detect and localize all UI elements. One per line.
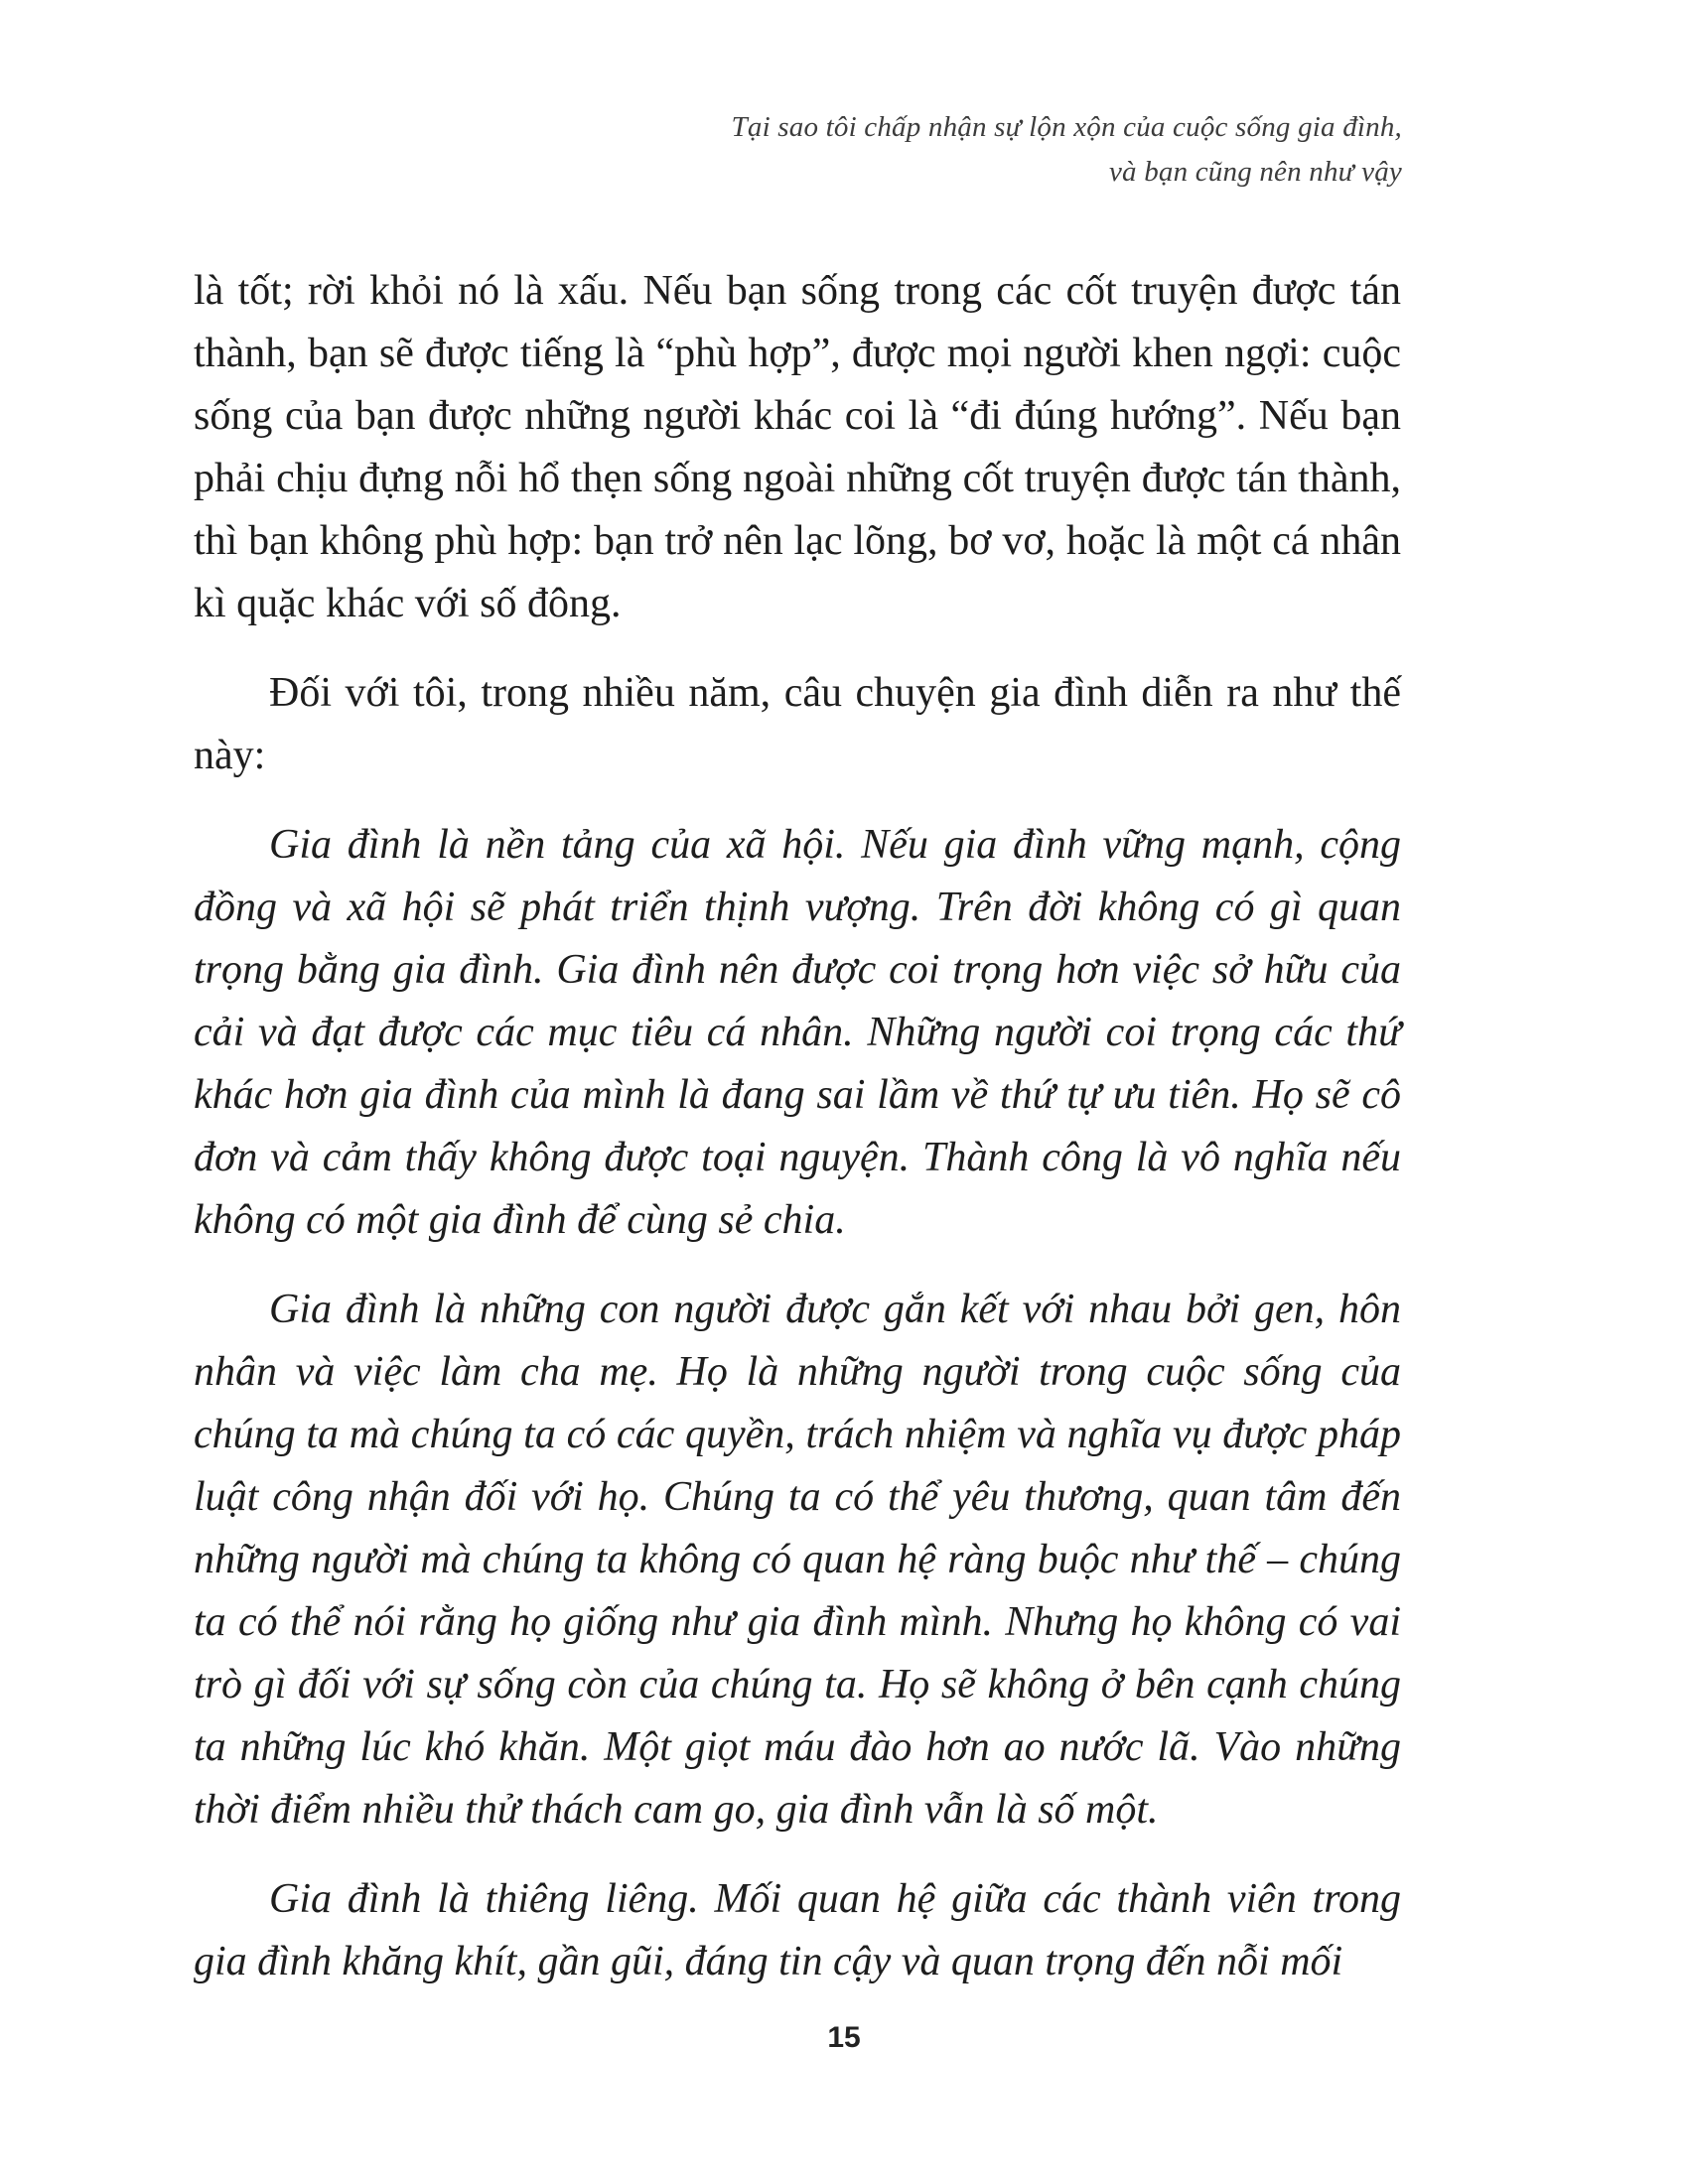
running-header <box>732 105 1402 195</box>
paragraph-quote-family-bonds: Gia đình là những con người được gắn kết với nhau bởi gen, hôn nhân và việc làm cha mẹ. Họ là những người trong cuộc sống của chúng ta mà chúng ta có các quyền, trách nhiệm và nghĩa vụ được pháp luật công nhận đối với họ. Chúng ta có thể yêu thương, quan tâm đến những người mà chúng ta không có quan hệ ràng buộc như thế – chúng ta có thể nói rằng họ giống như gia đình mình. Nhưng họ không có vai trò gì đối với sự sống còn của chúng ta. Họ sẽ không ở bên cạnh chúng ta những lúc khó khăn. Một giọt máu đào hơn ao nước lã. Vào những thời điểm nhiều thử thách cam go, gia đình vẫn là số một. <box>194 1287 1401 1833</box>
page-number: 15 <box>827 2021 861 2054</box>
paragraph-intro: Đối với tôi, trong nhiều năm, câu chuyện gia đình diễn ra như thế này: <box>194 670 1401 778</box>
paragraph-quote-family-foundation: Gia đình là nền tảng của xã hội. Nếu gia đình vững mạnh, cộng đồng và xã hội sẽ phát triển thịnh vượng. Trên đời không có gì quan trọng bằng gia đình. Gia đình nên được coi trọng hơn việc sở hữu của cải và đạt được các mục tiêu cá nhân. Những người coi trọng các thứ khác hơn gia đình của mình là đang sai lầm về thứ tự ưu tiên. Họ sẽ cô đơn và cảm thấy không được toại nguyện. Thành công là vô nghĩa nếu không có một gia đình để cùng sẻ chia. <box>194 822 1401 1243</box>
paragraph-continuation: là tốt; rời khỏi nó là xấu. Nếu bạn sống trong các cốt truyện được tán thành, bạn sẽ được tiếng là “phù hợp”, được mọi người khen ngợi: cuộc sống của bạn được những người khác coi là “đi đúng hướng”. Nếu bạn phải chịu đựng nỗi hổ thẹn sống ngoài những cốt truyện được tán thành, thì bạn không phù hợp: bạn trở nên lạc lõng, bơ vơ, hoặc là một cá nhân kì quặc khác với số đông. <box>194 268 1401 626</box>
page-body-text <box>194 260 1401 2020</box>
paragraph-quote-family-sacred: Gia đình là thiêng liêng. Mối quan hệ giữa các thành viên trong gia đình khăng khít, gần gũi, đáng tin cậy và quan trọng đến nỗi mối <box>194 1876 1401 1984</box>
running-header-line-1: Tại sao tôi chấp nhận sự lộn xộn của cuộc sống gia đình, <box>731 111 1402 143</box>
running-header-line-2: và bạn cũng nên như vậy <box>1108 156 1402 188</box>
